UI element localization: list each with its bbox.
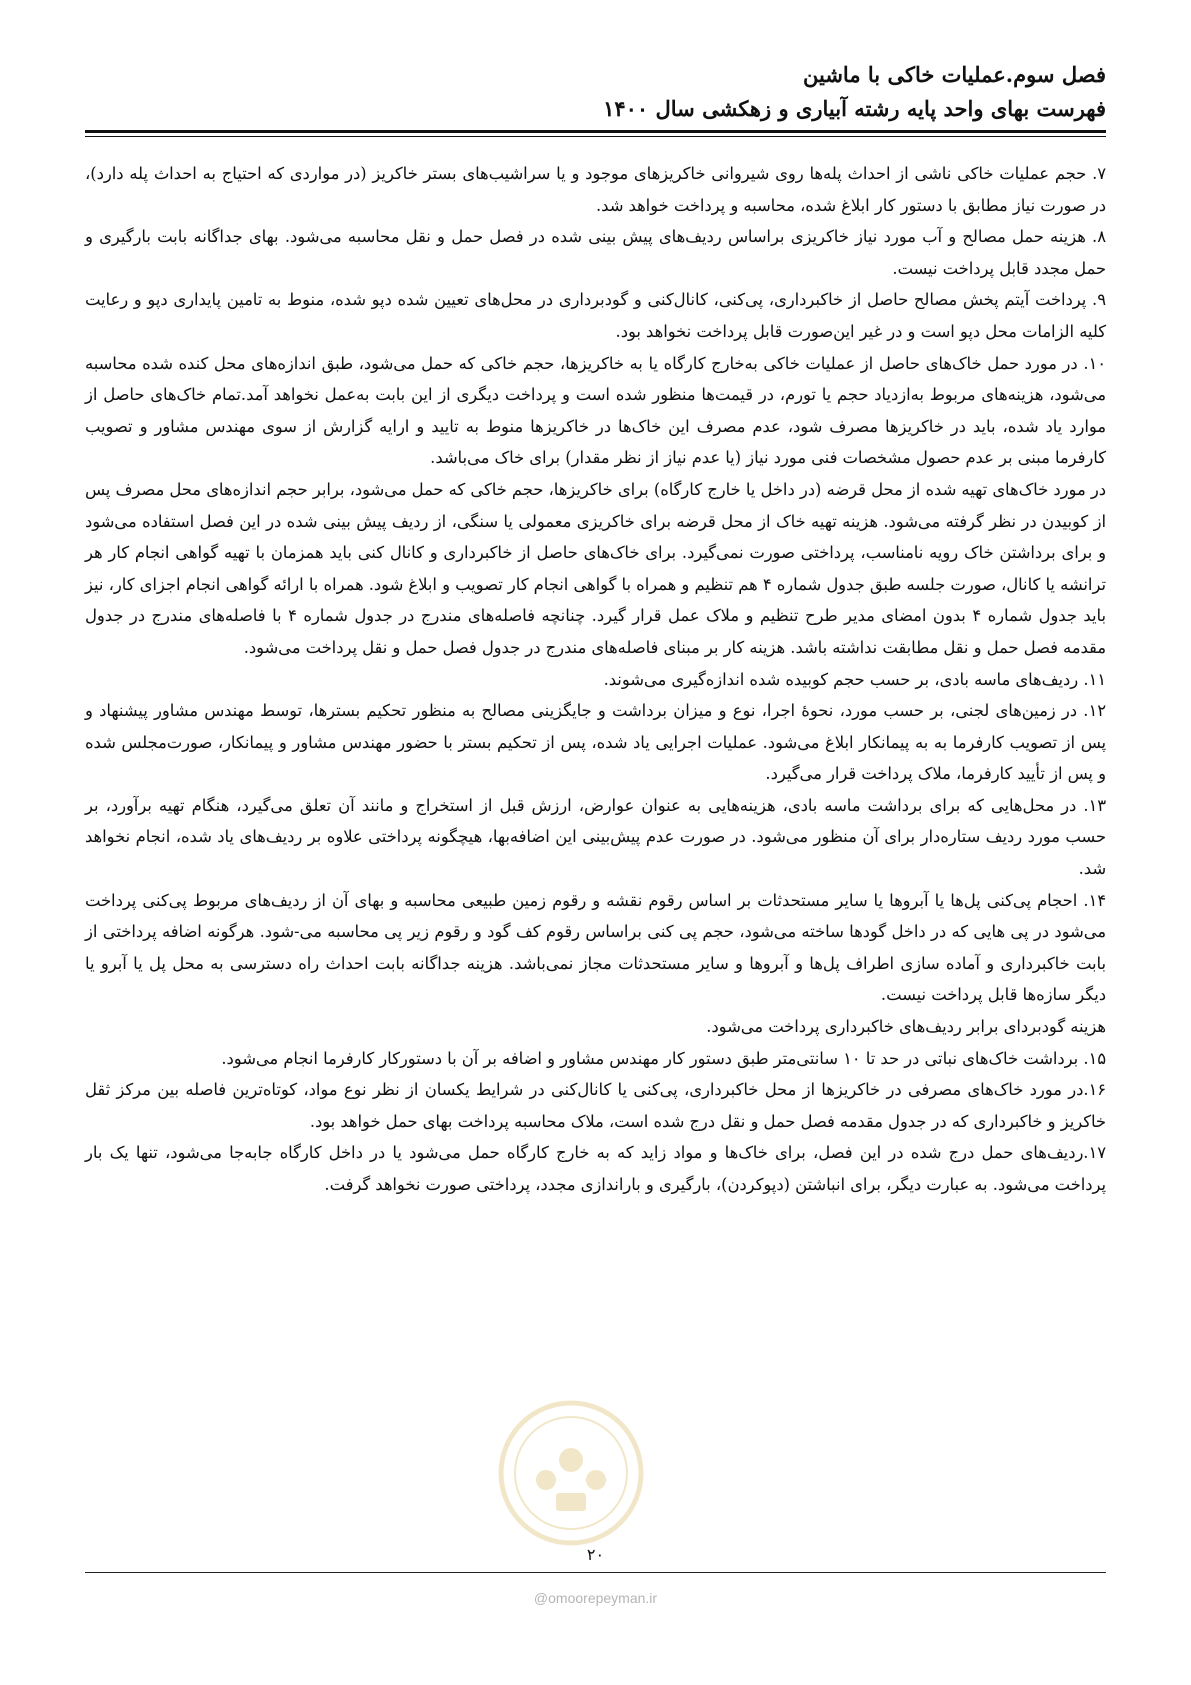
page-number: ۲۰ bbox=[586, 1545, 605, 1564]
watermark-site: @omoorepeyman.ir bbox=[533, 1590, 658, 1606]
paragraph-11: ۱۱. ردیف‌های ماسه بادی، بر حسب حجم کوبیده شده اندازه‌گیری می‌شوند. bbox=[603, 669, 1106, 689]
paragraph-9: ۹. پرداخت آیتم پخش مصالح حاصل از خاکبرداری، پی‌کنی، کانال‌کنی و گودبرداری در محل‌های تعیین شده دپو شده، منوط به تامین پایداری دپو و رعایت کلیه الزامات محل دپو است و در غیر این‌صورت قابل پرداخت نخواهد بود. bbox=[85, 290, 1106, 341]
document-body bbox=[85, 158, 1106, 1201]
page-header bbox=[85, 58, 1106, 126]
paragraph-10: ۱۰. در مورد حمل خاک‌های حاصل از عملیات خاکی به‌خارج کارگاه یا به خاکریزها، حجم خاکی که حمل می‌شود، طبق اندازه‌های محل کنده شده محاسبه می‌شود، هزینه‌های مربوط به‌ازدیاد حجم یا تورم، در قیمت‌ها منظور شده است و پرداخت دیگری از این بابت به‌عمل نخواهد آمد.تمام خاک‌های حاصل از موارد یاد شده، باید در خاکریزها مصرف شود، عدم مصرف این خاک‌ها در خاکریزها منوط به تایید و ارایه گزارش از سوی مهندس مشاور و تصویب کارفرما مبنی بر عدم حصول مشخصات فنی مورد نیاز (یا عدم نیاز از نظر مقدار) برای خاک می‌باشد. bbox=[85, 353, 1106, 468]
paragraph-12: ۱۲. در زمین‌های لجنی، بر حسب مورد، نحوهٔ اجرا، نوع و میزان برداشت و جایگزینی مصالح به منظور تحکیم بسترها، توسط مهندس مشاور پیشنهاد و پس از تصویب کارفرما به به پیمانکار ابلاغ می‌شود. عملیات اجرایی یاد شده، پس از تحکیم بستر با حضور مهندس مشاور و پیمانکار، صورت‌مجلس شده و پس از تأیید کارفرما، ملاک پرداخت قرار می‌گیرد. bbox=[85, 701, 1106, 784]
paragraph-8: ۸. هزینه حمل مصالح و آب مورد نیاز خاکریزی براساس ردیف‌های پیش بینی شده در فصل حمل و نقل محاسبه می‌شود. بهای جداگانه بابت بارگیری و حمل مجدد قابل پرداخت نیست. bbox=[85, 227, 1106, 278]
chapter-title: فصل سوم.عملیات خاکی با ماشین bbox=[803, 62, 1106, 87]
list-title: فهرست بهای واحد پایه رشته آبیاری و زهکشی سال ۱۴۰۰ bbox=[603, 96, 1106, 121]
paragraph-13: ۱۳. در محل‌هایی که برای برداشت ماسه بادی، هزینه‌هایی به عنوان عوارض، ارزش قبل از استخراج و مانند آن تعلق می‌گیرد، هنگام تهیه برآورد، بر حسب مورد ردیف ستاره‌دار برای آن منظور می‌شود. در صورت عدم پیش‌بینی این اضافه‌بها، هیچگونه پرداختی علاوه بر ردیف‌های یاد شده، انجام نخواهد شد. bbox=[85, 795, 1106, 879]
watermark-seal-icon bbox=[496, 1398, 646, 1548]
header-rule-thin bbox=[85, 136, 1106, 137]
footer-rule bbox=[85, 1572, 1106, 1573]
paragraph-15: ۱۵. برداشت خاک‌های نباتی در حد تا ۱۰ سانتی‌متر طبق دستور کار مهندس مشاور و اضافه بر آن با دستورکار کارفرما انجام می‌شود. bbox=[221, 1048, 1106, 1068]
paragraph-borrow-pit: در مورد خاک‌های تهیه شده از محل قرضه (در داخل یا خارج کارگاه) برای خاکریزها، حجم خاکی که حمل می‌شود، برابر حجم اندازه‌های محل مصرف پس از کوبیدن در نظر گرفته می‌شود. هزینه تهیه خاک از محل قرضه برای خاکریزی معمولی یا سنگی، از ردیف پیش بینی شده در این فصل استفاده می‌شود و برای برداشتن خاک رویه نامناسب، پرداختی صورت نمی‌گیرد. برای خاک‌های حاصل از خاکبرداری و کانال کنی باید همزمان با تهیه گواهی انجام کار هر ترانشه یا کانال، صورت جلسه طبق جدول شماره ۴ هم تنظیم و همراه با گواهی انجام کار تصویب و ابلاغ شود. همراه با ارائه گواهی انجام اجزای کار، نیز باید جدول شماره ۴ بدون امضای مدیر طرح تنظیم و ملاک عمل قرار گیرد. چنانچه فاصله‌های مندرج در جدول شماره ۴ با فاصله‌های مندرج در جدول مقدمه فصل حمل و نقل مطابقت نداشته باشد. هزینه کار بر مبنای فاصله‌های مندرج در جدول فصل حمل و نقل پرداخت می‌شود. bbox=[85, 479, 1106, 657]
paragraph-16: ۱۶.در مورد خاک‌های مصرفی در خاکریزها از محل خاکبرداری، پی‌کنی یا کانال‌کنی در شرایط یکسان از نظر نوع مواد، کوتاه‌ترین فاصله بین مرکز ثقل خاکریز و خاکبرداری که در جدول مقدمه فصل حمل و نقل درج شده است، ملاک محاسبه پرداخت بهای حمل خواهد بود. bbox=[85, 1080, 1106, 1131]
paragraph-7: ۷. حجم عملیات خاکی ناشی از احداث پله‌ها روی شیروانی خاکریزهای موجود و یا سراشیب‌های بستر خاکریز (در مواردی که احتیاج به احداث پله دارد)، در صورت نیاز مطابق با دستور کار ابلاغ شده، محاسبه و پرداخت خواهد شد. bbox=[85, 164, 1106, 215]
header-rule-thick bbox=[85, 130, 1106, 133]
paragraph-14: ۱۴. احجام پی‌کنی پل‌ها یا آبروها یا سایر مستحدثات بر اساس رقوم نقشه و رقوم زمین طبیعی محاسبه و بهای آن از ردیف‌های مربوط پی‌کنی پرداخت می‌شود در پی هایی که در داخل گودها ساخته می‌شود، حجم پی کنی براساس رقوم کف گود و رقوم زیر پی محاسبه می-شود. هرگونه اضافه پرداختی از بابت خاکبرداری و آماده سازی اطراف پل‌ها و آبروها و سایر مستحدثات مجاز نمی‌باشد. هزینه جداگانه بابت احداث راه دسترسی به محل پل یا آبرو یا دیگر سازه‌ها قابل پرداخت نیست. bbox=[85, 890, 1106, 1005]
paragraph-17: ۱۷.ردیف‌های حمل درج شده در این فصل، برای خاک‌ها و مواد زاید که به خارج کارگاه حمل می‌شود یا در داخل کارگاه جابه‌جا می‌شود، تنها یک بار پرداخت می‌شود. به عبارت دیگر، برای انباشتن (دپوکردن)، بارگیری و باراندازی مجدد، پرداختی صورت نخواهد گرفت. bbox=[85, 1143, 1106, 1194]
paragraph-excavation-cost: هزینه گودبردای برابر ردیف‌های خاکبرداری پرداخت می‌شود. bbox=[706, 1017, 1106, 1037]
